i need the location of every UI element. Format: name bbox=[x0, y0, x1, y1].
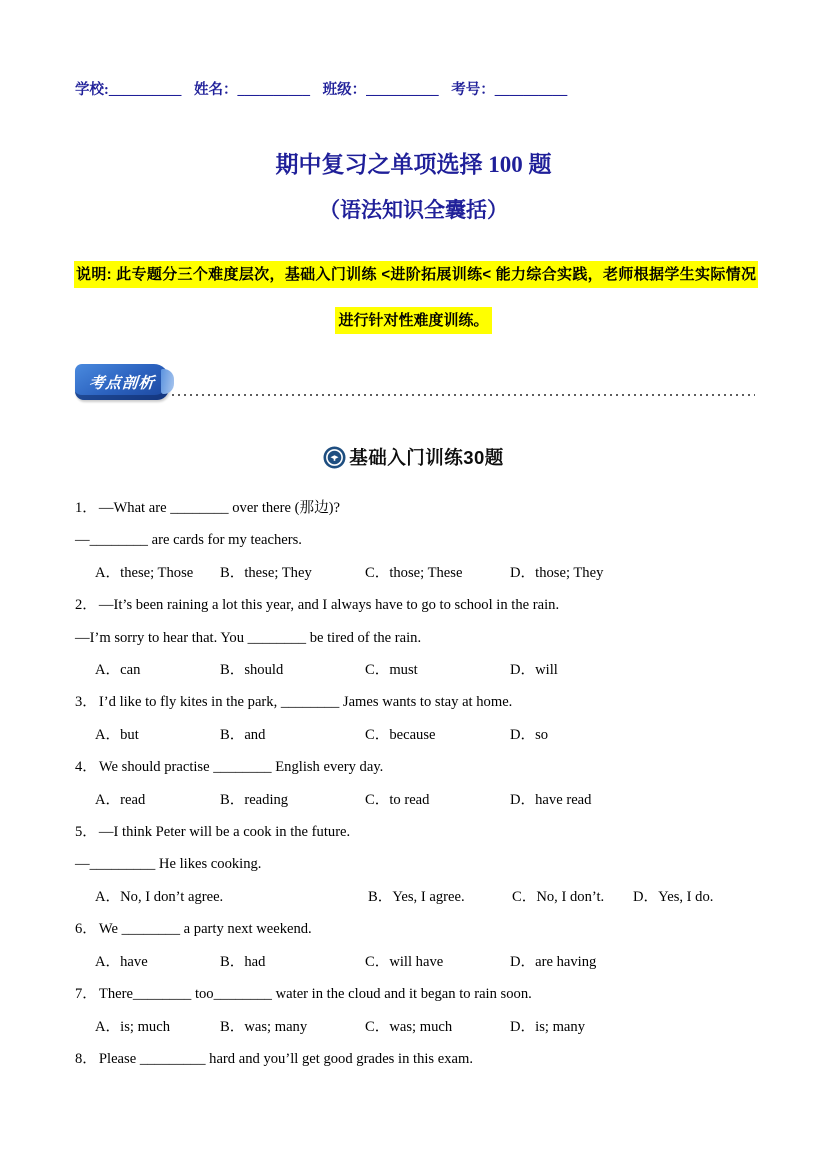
question-text bbox=[75, 1043, 759, 1075]
option-c: C．to read bbox=[365, 791, 430, 808]
question-line: Please _________ hard and you’ll get good grades in this exam. bbox=[98, 1050, 473, 1067]
option-a: A．have bbox=[95, 953, 148, 970]
question-number: 6． bbox=[75, 921, 97, 938]
options-row bbox=[75, 1011, 759, 1043]
option-d: D．so bbox=[510, 726, 549, 743]
question-number: 3． bbox=[75, 694, 97, 711]
question-number: 7． bbox=[75, 986, 97, 1003]
options-row bbox=[75, 946, 759, 978]
question-number: 5． bbox=[75, 824, 97, 841]
school-label: 学校: bbox=[75, 82, 109, 98]
question-text bbox=[75, 751, 759, 783]
question-6 bbox=[75, 913, 759, 978]
question-line: —What are ________ over there (那边)? bbox=[98, 500, 341, 516]
option-a: A．No, I don’t agree. bbox=[95, 888, 224, 905]
option-d: D．those; They bbox=[510, 564, 604, 581]
question-line: There________ too________ water in the cloud and it began to rain soon. bbox=[98, 986, 532, 1003]
section-badge-icon bbox=[323, 446, 346, 469]
options-row bbox=[75, 557, 759, 589]
section-heading bbox=[0, 444, 827, 470]
school-blank: __________ bbox=[108, 82, 182, 98]
student-info-header bbox=[75, 78, 775, 99]
question-line: —________ are cards for my teachers. bbox=[75, 532, 302, 549]
school-field bbox=[75, 82, 181, 98]
question-number: 2． bbox=[75, 597, 97, 614]
question-number: 8． bbox=[75, 1050, 97, 1067]
page-title: 期中复习之单项选择 100 题 bbox=[275, 152, 552, 177]
question-number: 4． bbox=[75, 759, 97, 776]
options-row bbox=[75, 719, 759, 751]
question-line: I’d like to fly kites in the park, ________ James wants to stay at home. bbox=[98, 694, 513, 711]
question-text bbox=[75, 492, 759, 524]
option-d: D．Yes, I do. bbox=[633, 888, 714, 905]
option-a: A．is; much bbox=[95, 1018, 170, 1035]
notice-block bbox=[74, 261, 758, 288]
question-text bbox=[75, 978, 759, 1010]
option-c: C．must bbox=[365, 662, 418, 679]
question-text bbox=[75, 589, 759, 621]
option-b: B．and bbox=[220, 726, 266, 743]
option-d: D．have read bbox=[510, 791, 592, 808]
exam-points-badge-label: 考点剖析 bbox=[88, 375, 156, 392]
question-5 bbox=[75, 816, 759, 913]
section-title: 基础入门训练30题 bbox=[349, 447, 504, 468]
question-line: We should practise ________ English every day. bbox=[98, 759, 384, 776]
question-1 bbox=[75, 492, 759, 589]
question-line: —It’s been raining a lot this year, and I always have to go to school in the rain. bbox=[98, 597, 560, 614]
option-c: C．was; much bbox=[365, 1018, 453, 1035]
option-d: D．will bbox=[510, 662, 558, 679]
option-d: D．are having bbox=[510, 953, 597, 970]
question-3 bbox=[75, 686, 759, 751]
question-8 bbox=[75, 1043, 759, 1075]
class-field bbox=[323, 82, 439, 98]
notice-block-line2 bbox=[0, 307, 827, 334]
option-d: D．is; many bbox=[510, 1018, 585, 1035]
option-b: B．reading bbox=[220, 791, 289, 808]
question-text bbox=[75, 913, 759, 945]
option-c: C．those; These bbox=[365, 564, 463, 581]
question-line: —I think Peter will be a cook in the future. bbox=[98, 824, 351, 841]
option-c: C．No, I don’t. bbox=[512, 888, 605, 905]
question-line: —_________ He likes cooking. bbox=[75, 856, 262, 873]
page-subtitle: （语法知识全囊括） bbox=[319, 198, 508, 222]
options-row bbox=[75, 784, 759, 816]
name-label: 姓名： bbox=[193, 82, 238, 98]
notice-line-2: 进行针对性难度训练。 bbox=[335, 307, 491, 334]
exam-number-field bbox=[451, 82, 567, 98]
question-number: 1． bbox=[75, 500, 97, 516]
option-a: A．can bbox=[95, 662, 141, 679]
options-row bbox=[75, 881, 759, 913]
option-b: B．these; They bbox=[220, 564, 312, 581]
option-c: C．will have bbox=[365, 953, 444, 970]
question-text bbox=[75, 686, 759, 718]
question-2 bbox=[75, 589, 759, 686]
option-b: B．was; many bbox=[220, 1018, 308, 1035]
dotted-divider bbox=[172, 394, 755, 396]
option-b: B．should bbox=[220, 662, 284, 679]
notice-line-1: 说明: 此专题分三个难度层次，基础入门训练 <进阶拓展训练< 能力综合实践，老师根据学生实际情况 bbox=[74, 261, 758, 288]
option-a: A．but bbox=[95, 726, 139, 743]
question-line: —I’m sorry to hear that. You ________ be tired of the rain. bbox=[75, 629, 422, 646]
exam-number-label: 考号： bbox=[451, 82, 495, 98]
question-7 bbox=[75, 978, 759, 1043]
options-row bbox=[75, 654, 759, 686]
option-a: A．read bbox=[95, 791, 146, 808]
question-list bbox=[75, 492, 759, 1075]
option-c: C．because bbox=[365, 726, 436, 743]
class-blank: __________ bbox=[366, 82, 439, 98]
name-blank: __________ bbox=[237, 82, 310, 98]
question-text bbox=[75, 816, 759, 848]
exam-points-badge bbox=[75, 364, 169, 400]
option-b: B．Yes, I agree. bbox=[368, 888, 465, 905]
exam-number-blank: __________ bbox=[494, 82, 568, 98]
name-field bbox=[194, 82, 310, 98]
option-b: B．had bbox=[220, 953, 266, 970]
option-a: A．these; Those bbox=[95, 564, 194, 581]
question-line: We ________ a party next weekend. bbox=[98, 921, 312, 938]
question-4 bbox=[75, 751, 759, 816]
class-label: 班级： bbox=[322, 82, 367, 98]
